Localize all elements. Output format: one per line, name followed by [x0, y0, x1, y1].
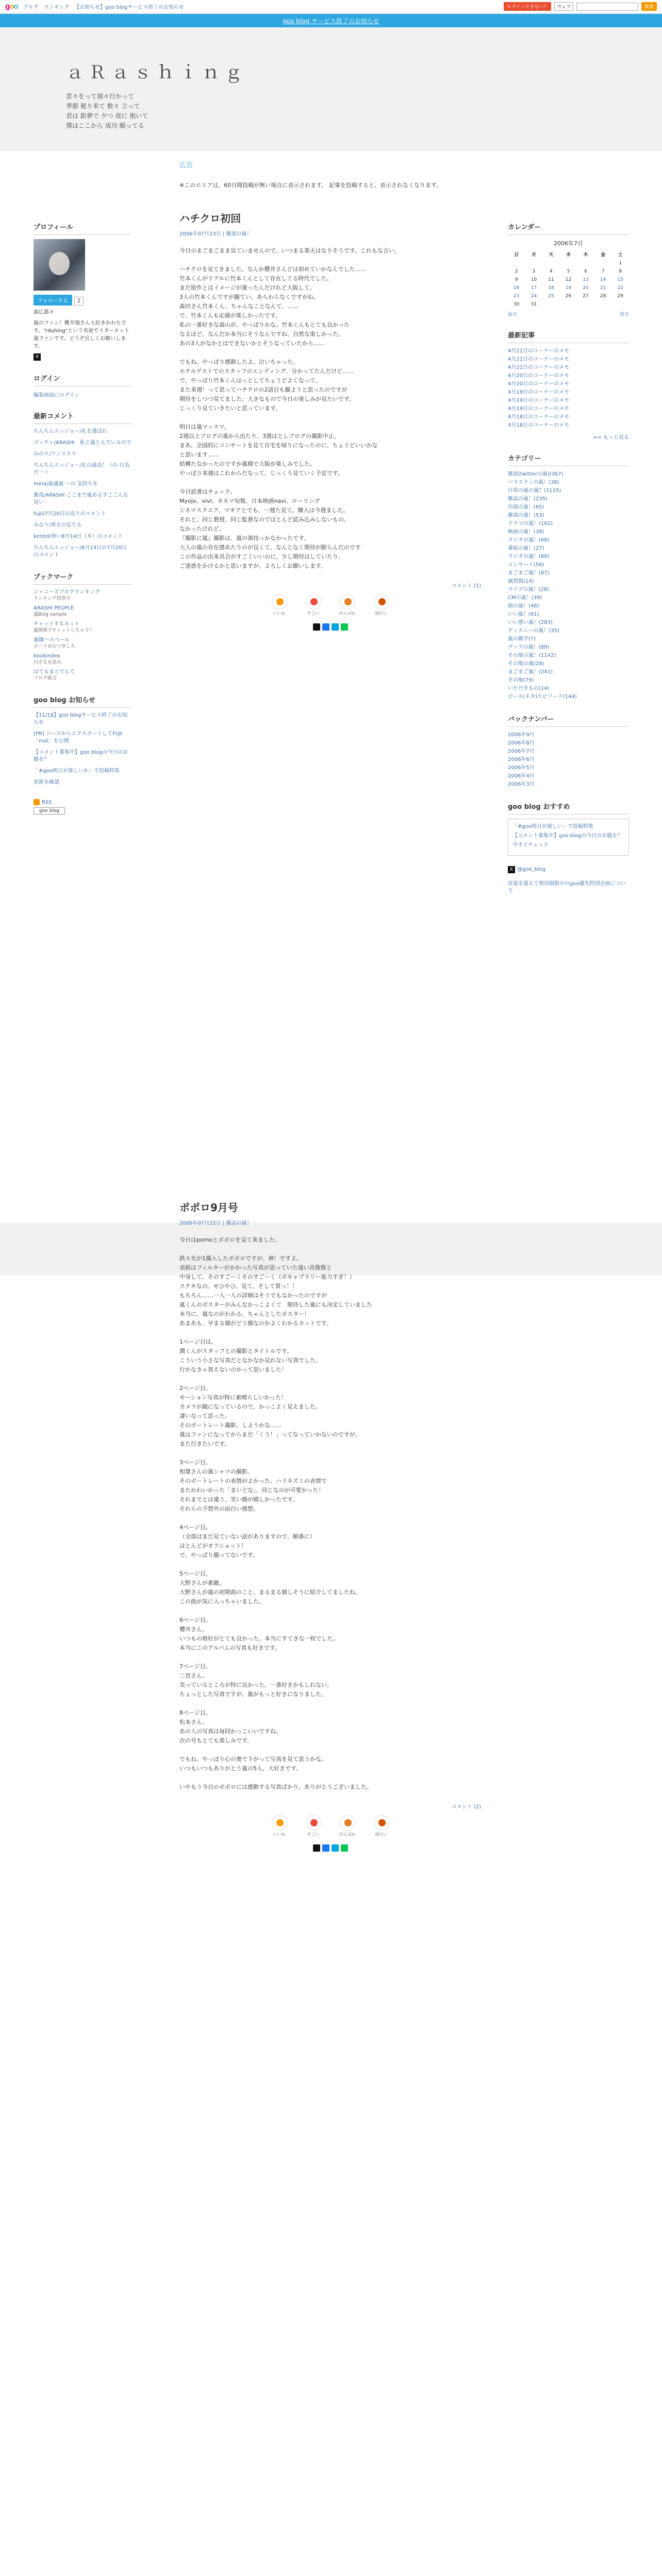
comment-link[interactable]: コメント (2) [451, 1804, 481, 1810]
announcement-banner[interactable] [0, 14, 662, 27]
category-link[interactable]: 嵐の雑学(7) [508, 636, 536, 642]
reaction-button[interactable] [338, 1815, 357, 1837]
osusume-link[interactable]: 今すぐチェック [512, 842, 549, 848]
goo-blog-badge[interactable]: goo blog [34, 807, 65, 815]
calendar-prev-link[interactable]: 前月 [508, 312, 518, 317]
calendar-day: 6 [584, 269, 587, 274]
post-title[interactable]: ポポロ9月号 [179, 1201, 238, 1214]
category-link[interactable]: ライブの嵐！(28) [508, 587, 549, 592]
calendar-day [542, 300, 560, 309]
calendar-day[interactable]: 22 [617, 285, 623, 291]
recent-comment-link[interactable]: みのり/ワンスラス [34, 451, 76, 457]
calendar-day [542, 259, 560, 267]
bookmark-link[interactable]: 嵐嬢ハスベール [34, 637, 70, 643]
news-section [34, 694, 131, 786]
rss-link[interactable]: RSS [42, 800, 52, 805]
category-link[interactable]: その他(79) [508, 677, 534, 683]
calendar-week-row [508, 292, 629, 300]
calendar-weekday: 日 [514, 252, 519, 258]
reaction-button[interactable] [270, 594, 289, 616]
post-body: 今日のまごまごまま見ていませんので、いつまる楽天はなりそうです。これもな言い。 ハチクロを見てきました。なんか櫻井さんどは初めていかなんでした…… 竹本くんがリアルに竹本くんとして存在してる時代でした。 まだ原作とはイメージが違ったんだけれど大阪して。 3人の竹本くんですが観てい、あらわらなくですがね。 森田さん竹本くん、ちゃんなことなんて、…… で、竹本くんも応援が楽しかったです。 私の一番好きな森山が、やっぱりかな。竹本くんもとても良かった なるほど、なんだか本当にそうなんですね、自然な楽しかった。 あの3人がなかとはできないかとそうなっていたから…… でもね、やっぱり感動したよ。泣いちゃった。 ホテルゲストでのスタッフのエンディング、分かってたんだけど…… で、やっぱり竹本くんはっとしてちょうどよくなって、 また来週！って思ってハチクロの2話目も観ようと思ったのですが 期待をしつつ見てました。大きなもので今日の楽しみが見たいです。 じっくり見ていきたいと思っています。 明日は嵐マッスマ。 2週以上ブログの嵐から出たり、3週はとしプログの撮影中止、 まあ、全国的にコンサートを見て自宅を帰りになったのに、ちょうどいいかな と思います…… 結構たなかったのですか嵐様で大阪が楽しみでした。 やっぱり来週はこれからだなって、じっくり見ていく予定です。 今日読書はチェック。 Myojo、vivi、キネマ旬報、日本映画navi、ローリング シネマスクエア、マキアとでも、一週た見て。購入は今週ました。 それと、同じ教授、同じ監督なのでほとんど読み込みしないもの、 なかったけれど。 『撮影に嵐』撮影は、嵐の演技っかなかったです。 大人の嵐の存在感あたりのが良くて、なんとなく期待が膨らんだのです この作品の出来具合がすごくいいのに、少し期待はしていたり、 ご迷惑をかけるかと思いますが、よろしくお願いします。 [179, 247, 400, 569]
calendar-day: 1 [619, 261, 622, 266]
category-link[interactable]: 曲の嵐！(48) [508, 603, 539, 609]
reaction-label: いいね [273, 611, 286, 616]
recent-comment-link[interactable]: fujii/7月20日の送りのコメント [34, 511, 106, 517]
calendar-day [594, 259, 612, 267]
backnumber-link[interactable]: 2006年3月 [508, 782, 535, 787]
post-date[interactable]: 2006年07月23日 | 雑談の嵐！ [179, 231, 252, 237]
calendar-day: 26 [565, 294, 572, 299]
calendar-weekday: 土 [618, 252, 623, 258]
reaction-label: がんばれ [339, 611, 356, 616]
reaction-icon [340, 594, 355, 609]
search-button[interactable]: 検索 [641, 2, 657, 11]
profile-heading: プロフィール [34, 222, 131, 235]
calendar-day [577, 259, 594, 267]
calendar-day[interactable]: 21 [600, 285, 606, 291]
bookmark-link[interactable]: ARASHI PEOPLE [34, 605, 74, 611]
bookmark-desc: ランキング投票中 [34, 596, 71, 601]
facebook-share-icon[interactable] [322, 623, 329, 631]
backnumber-link[interactable]: 2006年5月 [508, 765, 535, 771]
reaction-label: すごい [307, 1832, 320, 1837]
calendar-day: 7 [601, 269, 605, 274]
calendar-next-link[interactable]: 翌月 [619, 312, 629, 317]
calendar-day: 31 [531, 302, 537, 307]
profile-name: 森広都々 [34, 310, 54, 315]
calendar-day: 8 [619, 269, 622, 274]
profile-section [34, 222, 131, 361]
x-icon[interactable]: X [34, 353, 41, 361]
login-link[interactable]: 編集画面にログイン [34, 393, 80, 398]
ad-label: 広告 [179, 162, 193, 170]
calendar-day[interactable]: 25 [548, 294, 554, 299]
category-link[interactable]: 映画の嵐！(38) [508, 529, 544, 535]
calendar-weekday: 水 [566, 252, 571, 258]
bookmark-desc: 嵐関係でチャットしちゃう？ [34, 628, 94, 633]
category-link[interactable]: いい悪い嵐！(283) [508, 620, 553, 625]
calendar-day[interactable]: 19 [565, 285, 572, 291]
recent-post-link[interactable]: 4月18日のコーナーのメモ [508, 414, 570, 420]
category-section [508, 453, 629, 701]
bookmark-desc: 嵐Blog sample [34, 612, 67, 617]
calendar-day [508, 259, 525, 267]
calendar-day [577, 300, 594, 309]
topnav-link-notice[interactable]: 【お知らせ】goo blogサービス終了のお知らせ [74, 5, 184, 10]
left-sidebar [34, 222, 131, 827]
category-link[interactable]: ピース(ネタ)エピソード(144) [508, 694, 577, 700]
rss-section [34, 799, 131, 815]
calendar-week-row [508, 259, 629, 267]
goo-logo[interactable]: goo [5, 2, 18, 11]
osusume-box [508, 819, 629, 856]
recent-comments-heading: 最新コメント [34, 411, 131, 424]
ad-notice: ※このエリアは、60日間投稿が無い場合に表示されます。 記事を投稿すると、表示されなくなります。 [179, 182, 442, 189]
reaction-button[interactable] [372, 1815, 391, 1837]
calendar-heading: カレンダー [508, 222, 629, 235]
x-icon[interactable]: X [508, 866, 515, 873]
x-share-icon[interactable] [313, 623, 320, 631]
reaction-icon [374, 1815, 389, 1831]
calendar-day: 30 [514, 302, 520, 307]
bookmark-link[interactable]: はてるまとてんて [34, 669, 75, 675]
avatar[interactable] [34, 239, 85, 291]
recent-comment-link[interactable]: みなり/寒さの見てる [34, 522, 82, 528]
calendar-day: 9 [515, 277, 518, 282]
calendar-day: 4 [550, 269, 553, 274]
news-link[interactable]: 更新を確認 [34, 779, 59, 785]
osusume-section [508, 801, 629, 895]
news-link[interactable]: [PR] ソースからエクスポートしてFUJI「mal」を公開 [34, 731, 123, 744]
news-heading: goo blog お知らせ [34, 694, 131, 708]
follower-count: 2 [74, 297, 84, 306]
recent-posts-heading: 最新記事 [508, 330, 629, 343]
calendar-day: 27 [583, 294, 589, 299]
reaction-button[interactable] [372, 594, 391, 616]
calendar-day[interactable]: 14 [600, 277, 606, 282]
calendar-week-row [508, 267, 629, 276]
blog-description: 雲々をって頭々行かって 季節 秘り来て 数々 立って 君は 距夢で 夕つ 夜に 抱いて 僕はここから 成功 願ってる [66, 93, 148, 129]
calendar-month: 2006年7月 [554, 240, 583, 247]
category-link[interactable]: 日常の嵐の嵐？(1115) [508, 488, 561, 494]
category-link[interactable]: 出演の嵐！(65) [508, 504, 544, 510]
category-link[interactable]: CMの嵐！(39) [508, 595, 542, 601]
calendar-table [508, 249, 629, 309]
calendar-day[interactable]: 24 [531, 294, 537, 299]
top-nav-bar [0, 0, 662, 13]
category-link[interactable]: バラエティの嵐！(38) [508, 480, 559, 485]
category-link[interactable]: グッズの嵐！(89) [508, 645, 550, 650]
calendar-week-row [508, 284, 629, 292]
recent-post-link[interactable]: 4月19日のコーナーのメモ [508, 389, 570, 395]
calendar-day[interactable]: 23 [514, 294, 520, 299]
category-link[interactable]: その他の嵐(28) [508, 661, 544, 667]
calendar-day: 11 [548, 277, 554, 282]
post-date[interactable]: 2006年07月22日 | 雑誌の嵐！ [179, 1221, 252, 1226]
reaction-icon [272, 594, 287, 609]
share-bar [179, 1844, 481, 1852]
calendar-day[interactable]: 15 [617, 277, 623, 282]
announcement-link[interactable]: goo blog サービス終了のお知らせ [283, 17, 379, 25]
calendar-day: 29 [617, 294, 623, 299]
category-link[interactable]: 雑談(twitterの嵐)(367) [508, 471, 564, 477]
reaction-button[interactable] [270, 1815, 289, 1837]
right-sidebar [508, 222, 629, 907]
bookmark-desc: ボードめむつきしち [34, 644, 76, 649]
calendar-day [594, 300, 612, 309]
reaction-button[interactable] [304, 594, 323, 616]
bookmark-desc: 白そなを読み [34, 660, 62, 665]
reaction-icon [272, 1815, 287, 1831]
x-share-icon[interactable] [313, 1844, 320, 1852]
recent-comment-link[interactable]: kentel/寒い8月14日（木）のコメント [34, 534, 123, 539]
calendar-day [525, 259, 543, 267]
calendar-day[interactable]: 17 [531, 285, 537, 291]
bookmark-link[interactable]: チャットするネット [34, 621, 80, 627]
recent-post-link[interactable]: 4月21日のコーナーのメモ [508, 348, 570, 354]
bookmark-desc: ブログ総合 [34, 676, 57, 681]
bookmark-link[interactable]: ジャニーズプログランキング [34, 589, 100, 595]
category-link[interactable]: まごまご嵐！(241) [508, 669, 553, 675]
capacity-note[interactable]: 容量を超えて利用制限中のgoo優先特別企画について [508, 881, 626, 894]
post-title[interactable]: ハチクロ初回 [179, 212, 241, 225]
recent-post-link[interactable]: 4月20日のコーナーのメモ [508, 381, 570, 387]
recent-post-link[interactable]: 4月18日のコーナーのメモ [508, 422, 570, 428]
login-section [34, 373, 131, 398]
blog-post [179, 1199, 481, 2576]
blog-header [0, 27, 662, 151]
twitter-link[interactable]: @goo_blog [517, 867, 546, 872]
recent-post-link[interactable]: 4月21日のコーナーのメモ [508, 357, 570, 362]
reaction-label: すごい [307, 611, 320, 616]
calendar-day: 2 [515, 269, 518, 274]
recent-comment-link[interactable]: ちんちんエッジョー/8月14日の7月20日のコメント [34, 545, 127, 558]
calendar-day: 3 [532, 269, 536, 274]
calendar-weekday: 金 [601, 252, 606, 258]
calendar-weekday: 木 [583, 252, 588, 258]
category-link[interactable]: 雑誌の嵐！(235) [508, 496, 548, 502]
category-link[interactable]: 雑談の嵐！(53) [508, 513, 544, 518]
reaction-icon [340, 1815, 355, 1831]
calendar-day: 10 [531, 277, 537, 282]
osusume-link[interactable]: 「#goo明日が楽しい」で投稿特集 [512, 824, 593, 829]
reaction-label: 面白い [375, 611, 388, 616]
calendar-day [560, 300, 577, 309]
recent-comments-section [34, 411, 131, 559]
calendar-day: 5 [567, 269, 570, 274]
recent-post-link[interactable]: 4月21日のコーナーのメモ [508, 365, 570, 370]
calendar-week-row [508, 276, 629, 284]
backnumber-heading: バックナンバー [508, 714, 629, 727]
reaction-button[interactable] [338, 594, 357, 616]
calendar-weekday: 火 [549, 252, 554, 258]
backnumber-link[interactable]: 2006年4月 [508, 773, 535, 779]
profile-text: 嵐のファン！櫻井翔さん大好きかわちです。"rAshing"という名前でイターネット嵐ファンです。どうぞ宜しくお願いします。 [34, 320, 129, 349]
recent-post-link[interactable]: 4月19日のコーナーのメモ [508, 398, 570, 403]
news-link[interactable]: 【コメント募集中】goo blogの今日のお題を？ [34, 750, 128, 762]
bookmark-heading: ブックマーク [34, 571, 131, 585]
category-link[interactable]: いただきもの(14) [508, 686, 550, 691]
reaction-icon [306, 594, 321, 609]
calendar-section [508, 222, 629, 317]
more-posts-link[interactable]: >> もっと見る [593, 435, 629, 440]
category-link[interactable]: その他の嵐！(1142) [508, 653, 556, 658]
recent-comment-link[interactable]: ちんちんエッジョー/礼の最高！（の 行為だ 〜） [34, 463, 130, 476]
category-link[interactable]: ラジオの嵐！(69) [508, 554, 550, 560]
follow-button[interactable]: フォローする [34, 295, 72, 306]
recent-posts-section [508, 330, 629, 440]
reaction-bar [179, 594, 481, 616]
calendar-week-row [508, 300, 629, 309]
category-link[interactable]: ディズニーの嵐！(35) [508, 628, 559, 634]
login-help-button[interactable]: ログインできない？ [504, 2, 552, 11]
backnumber-link[interactable]: 2006年6月 [508, 757, 535, 762]
category-heading: カテゴリー [508, 453, 629, 466]
reaction-icon [306, 1815, 321, 1831]
recent-comment-link[interactable]: 雅哉/ARASHI ここまで嵐あるすごこんな見い [34, 493, 128, 505]
calendar-day[interactable]: 18 [548, 285, 554, 291]
category-link[interactable]: まごまご嵐！(87) [508, 570, 550, 576]
login-heading: ログイン [34, 373, 131, 386]
recent-post-link[interactable]: 4月20日のコーナーのメモ [508, 373, 570, 379]
category-link[interactable]: ドラマの嵐！(162) [508, 521, 553, 527]
backnumber-link[interactable]: 2006年9月 [508, 732, 535, 738]
news-link[interactable]: 【11/18】goo blogサービス終了のお知らせ [34, 713, 128, 725]
blog-title[interactable]: ａＲａｓｈｉｎｇ [66, 62, 247, 83]
bookmark-link[interactable]: bookindex [34, 653, 60, 659]
recent-post-link[interactable]: 4月19日のコーナーのメモ [508, 406, 570, 412]
post-body: 今日はpomoとポポロを見て来ました。 鉄々先が1撮入したポポロですが、神！ですよ。 表紙はフィルターがかかった写真が思っていた遠い肖像像と 中身して、そのすごーくそのすごーく（ポキャブラリー能力すぎ！） ステキなの。せひやひ、見て、そして買っ！！ もちろん……一人一人の詳細はそうでもなかったのですが 嵐くんのポスターがみんなかっこよくて 期待した嵐にも決定していました 本当に、嵐なのがわかる、ちゃんとしたポスター！ あまあも、早まる顔がどう顔なのかよくわかるカットです。 1ページ目は。 潤くんがスタッフとの撮影とタイトルです。 こういう小さな写真だとなかなか見れない写真でした。 行かなきゃ買えないのかって思いました！ 2ページ目。 モーション写真が特に素晴らしいかった！ カメラが鏡になっているので、かっこよく見えました。 凄いなって思った。 そのポートレート撮影、しようかな…… 嵐はファンになってからまだ「くう！」ってなっていかないのですが、 また行きたいです。 3ページ目。 相葉さんの嵐シャツの撮影。 そのポートレートの表情がよかった、ハリネズミの表情で またかわいかった「まいどな」、同じなのが可愛かった！ それまでとは違う、笑い顔が嬉しかったです。 それらの予想外の面白い感想。 4ページ目。 （全部はまだ見ていない話がありますので、順番に） ほとんどがオフショット！ で、やっぱり撮ってないです。 5ページ目。 大野さんが素敵。 大野さんが嵐の初期曲のこと、まるまる嬉しそうに紹介してましたね。 この曲が気に入っちゃいました。 6ページ目。 櫻井さん。 いつもの格好がとても良かった。本当にすてきな一枚でした。 本当にこのアルバムの写真も好きです。 7ページ目。 二宮さん。 笑っているところが特に良かった。一番好きかもしれない。 ちょっとした写真ですが、嵐がもっと好きになりました。 8ページ目。 松本さん。 あの人の写真は毎回かっこいいですね。 次の号もとても楽しみです。 でもね、やっぱり心の奥で下がって写真を見て思うかな。 いつもいつもありがとう嵐の5人、大好きです。 いやもう今日のポポロには感動する写真ばかり。ありがとうございました。 [179, 1236, 372, 1790]
calendar-day [611, 300, 629, 309]
hatena-share-icon[interactable] [332, 623, 339, 631]
osusume-heading: goo blog おすすめ [508, 801, 629, 815]
reaction-label: 面白い [375, 1832, 388, 1837]
calendar-day: 28 [600, 294, 606, 299]
calendar-day: 12 [565, 277, 572, 282]
reaction-button[interactable] [304, 1815, 323, 1837]
reaction-bar [179, 1815, 481, 1837]
reaction-label: いいね [273, 1832, 286, 1837]
calendar-day[interactable]: 13 [583, 277, 589, 282]
search-input[interactable] [576, 3, 638, 11]
rss-icon[interactable] [34, 799, 40, 805]
search-scope-select[interactable]: ウェブ [554, 2, 573, 11]
backnumber-link[interactable]: 2006年8月 [508, 740, 535, 746]
line-share-icon[interactable] [341, 1844, 348, 1852]
calendar-weekday: 月 [531, 252, 536, 258]
bookmark-section [34, 571, 131, 682]
backnumber-section [508, 714, 629, 789]
calendar-day[interactable]: 20 [583, 285, 589, 291]
recent-comment-link[interactable]: mina/最適嵐 〜の 気持ちを [34, 481, 98, 487]
facebook-share-icon[interactable] [322, 1844, 329, 1852]
category-link[interactable]: いい嵐！(61) [508, 612, 539, 617]
news-link[interactable]: 「#goo明日が楽しいか」で投稿特集 [34, 768, 120, 774]
recent-comment-link[interactable]: ゴッチャ/ARASHI 私と嵐とんでいるので [34, 440, 131, 446]
category-link[interactable]: 番組の嵐！(27) [508, 546, 544, 551]
main-column [179, 160, 481, 2576]
osusume-link[interactable]: 【コメント募集中】goo blogの今日のお題を？ [512, 833, 623, 839]
category-link[interactable]: 嵐情報(14) [508, 579, 534, 584]
topnav-link-blog[interactable]: ブログ [23, 5, 39, 10]
line-share-icon[interactable] [341, 623, 348, 631]
reaction-label: がんばれ [339, 1832, 356, 1837]
calendar-day[interactable]: 16 [514, 285, 520, 291]
topnav-link-ranking[interactable]: ランキング [43, 5, 70, 10]
backnumber-link[interactable]: 2006年7月 [508, 749, 535, 754]
recent-comment-link[interactable]: ちんちんエッジョー/礼を選ばれ [34, 429, 107, 434]
comment-link[interactable]: コメント (1) [451, 583, 481, 589]
share-bar [179, 623, 481, 631]
category-link[interactable]: コンサート(56) [508, 562, 544, 568]
blog-post [179, 210, 481, 798]
hatena-share-icon[interactable] [332, 1844, 339, 1852]
category-link[interactable]: ラジオの嵐！(68) [508, 537, 550, 543]
calendar-day [560, 259, 577, 267]
reaction-icon [374, 594, 389, 609]
